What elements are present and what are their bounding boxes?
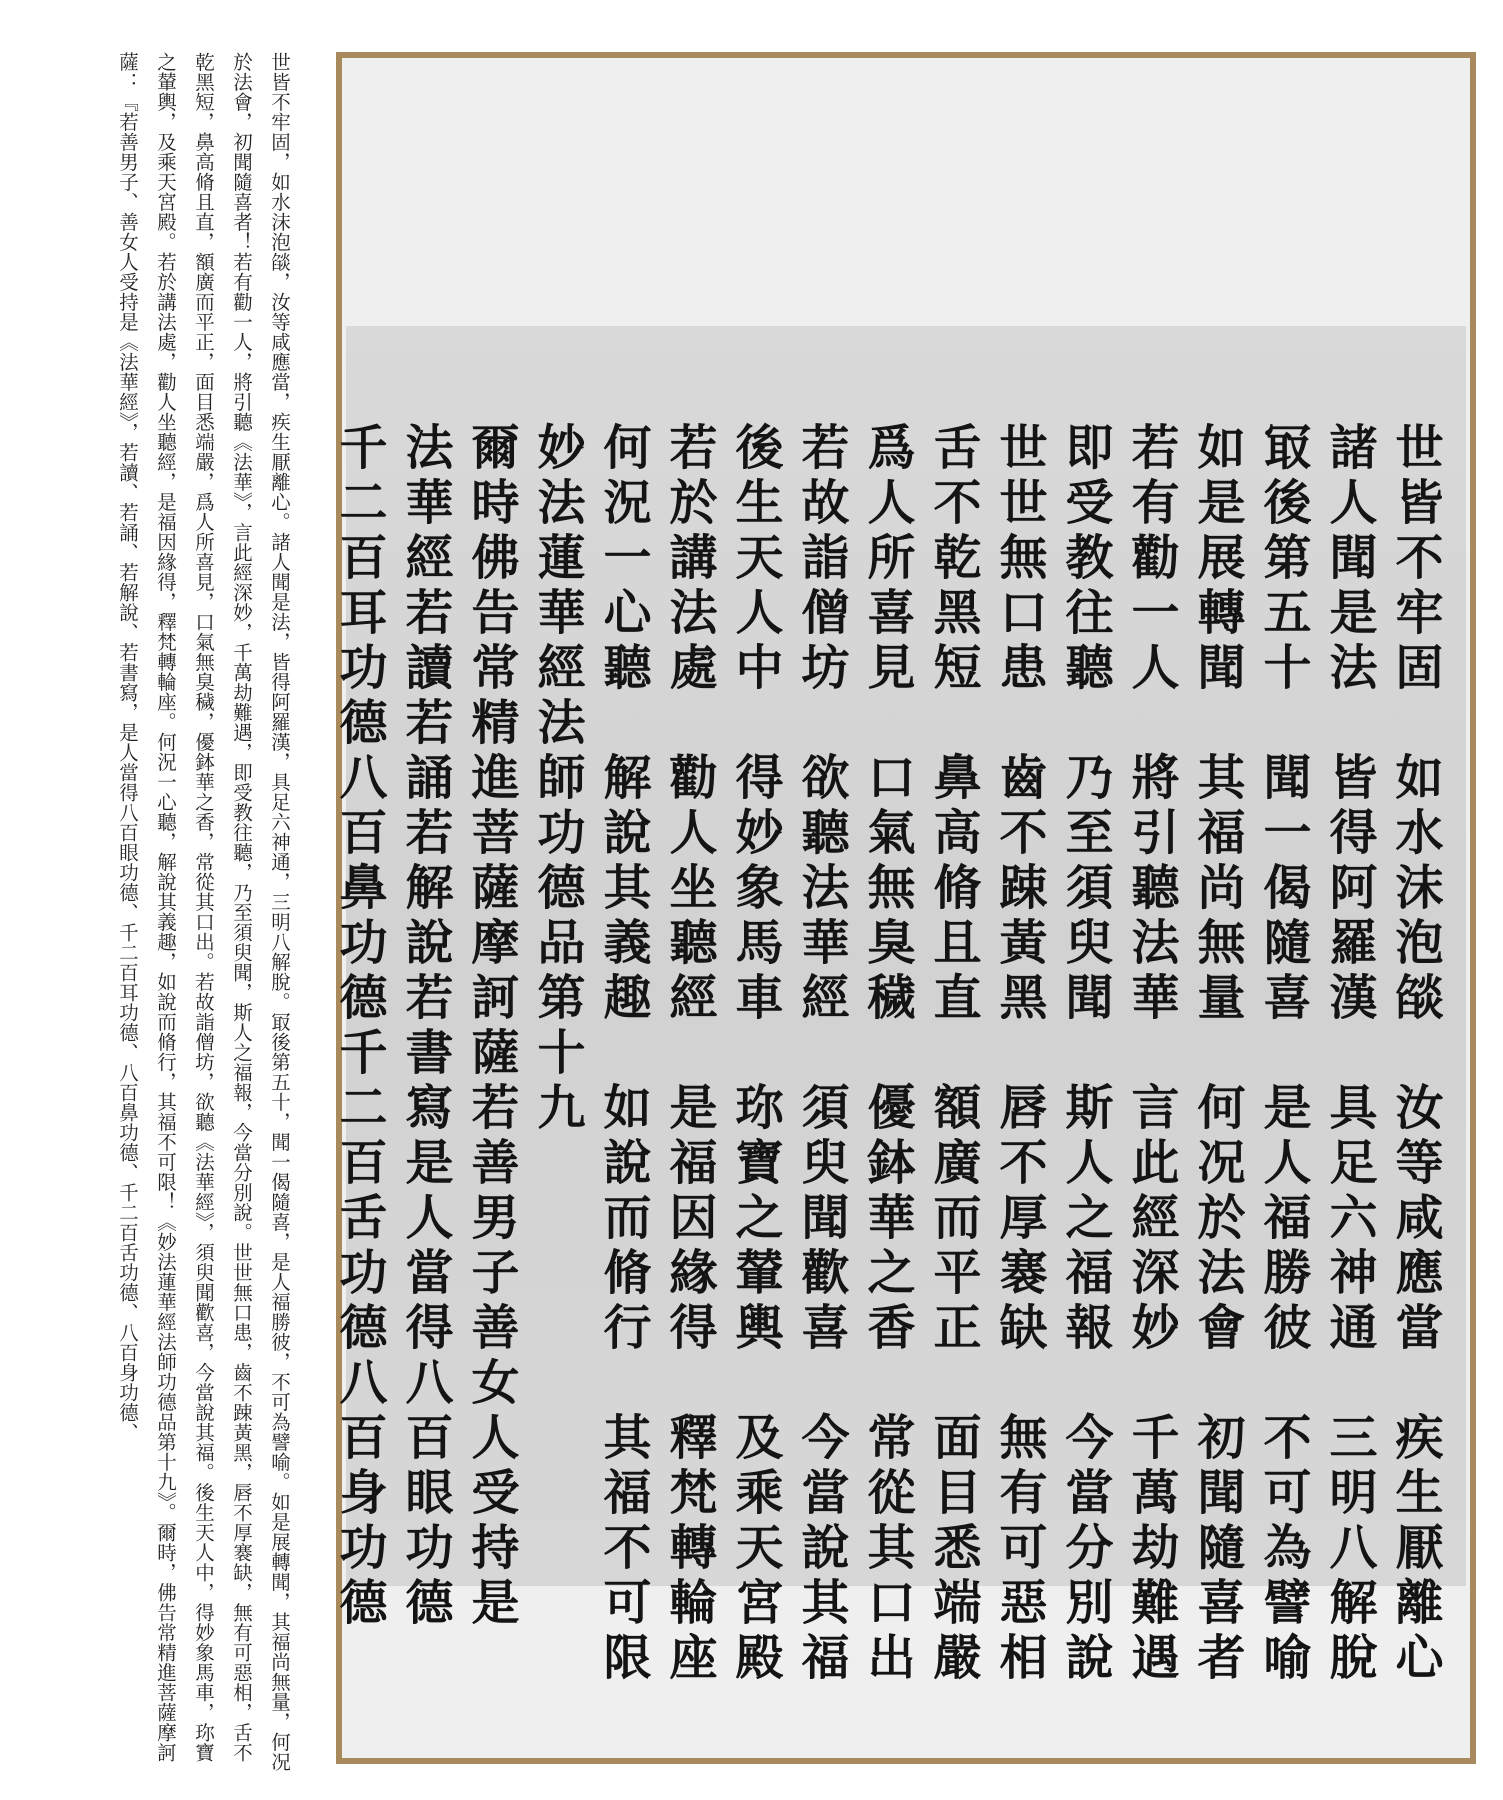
manuscript-column: 若於講法處 勸人坐聽經 是福因緣得 釋梵轉輪座 [661, 422, 717, 1687]
manuscript-column: 法華經若讀若誦若解說若書寫是人當得八百眼功德 [397, 422, 453, 1632]
manuscript-column: 即受教往聽 乃至須臾聞 斯人之福報 今當分別說 [1057, 422, 1113, 1687]
manuscript-column: 後生天人中 得妙象馬車 珎寶之輦輿 及乘天宮殿 [727, 422, 783, 1687]
manuscript-column: 如是展轉聞 其福尚無量 何况於法會 初聞隨喜者 [1189, 422, 1245, 1687]
manuscript-column: 舌不乾黑短 鼻高脩且直 額廣而平正 面目悉端嚴 [925, 422, 981, 1687]
manuscript-frame [331, 52, 1476, 1764]
manuscript-column: 世皆不牢固 如水沫泡燄 汝等咸應當 疾生厭離心 [1387, 422, 1443, 1687]
manuscript-columns [326, 422, 1448, 1687]
manuscript-column: 何況一心聽 解說其義趣 如說而脩行 其福不可限 [595, 422, 651, 1687]
transcription-paragraph: 世皆不牢固，如水沫泡燄，汝等咸應當，疾生厭離心。諸人聞是法，皆得阿羅漢，具足六神通，三明八解脫。冣後第五十，聞一偈隨喜，是人福勝彼，不可為譬喻。如是展轉聞，其福尚無量，何况於法會，初聞隨喜者！若有勸一人，將引聽《法華》，言此經深妙，千萬劫難遇，即受教往聽，乃至須臾聞，斯人之福報，今當分別說。世世無口患，齒不踈黃黑，唇不厚褰缺，無有可惡相，舌不乾黑短，鼻高脩且直，額廣而平正，面目悉端嚴，爲人所喜見，口氣無臭穢，優鉢華之香，常從其口出。若故詣僧坊，欲聽《法華經》，須臾聞歡喜，今當說其福。後生天人中，得妙象馬車，珎寶之輦輿，及乘天宮殿。若於講法處，勸人坐聽經，是福因緣得，釋梵轉輪座。何況一心聽，解說其義趣，如說而脩行，其福不可限！《妙法蓮華經法師功德品第十九》。爾時，佛告常精進菩薩摩訶薩：『若善男子、善女人受持是《法華經》，若讀、若誦、若解說、若書寫，是人當得八百眼功德、千二百耳功德、八百鼻功德、千二百舌功德、八百身功德、 [116, 52, 291, 1772]
manuscript-column: 爾時佛告常精進菩薩摩訶薩若善男子善女人受持是 [463, 422, 519, 1632]
manuscript-image [331, 326, 1466, 1687]
manuscript-column: 若有勸一人 將引聽法華 言此經深妙 千萬劫難遇 [1123, 422, 1179, 1687]
manuscript-column: 諸人聞是法 皆得阿羅漢 具足六神通 三明八解脫 [1321, 422, 1377, 1687]
transcription-text [18, 52, 298, 1772]
manuscript-column: 千二百耳功德八百鼻功德千二百舌功德八百身功德 [331, 422, 387, 1632]
manuscript-column: 世世無口患 齒不踈黃黑 唇不厚褰缺 無有可惡相 [991, 422, 1047, 1687]
manuscript-column: 妙法蓮華經法師功德品第十九 [529, 422, 585, 1137]
manuscript-column: 若故詣僧坊 欲聽法華經 須臾聞歡喜 今當說其福 [793, 422, 849, 1687]
manuscript-column: 冣後第五十 聞一偈隨喜 是人福勝彼 不可為譬喻 [1255, 422, 1311, 1687]
manuscript-column: 爲人所喜見 口氣無臭穢 優鉢華之香 常從其口出 [859, 422, 915, 1687]
